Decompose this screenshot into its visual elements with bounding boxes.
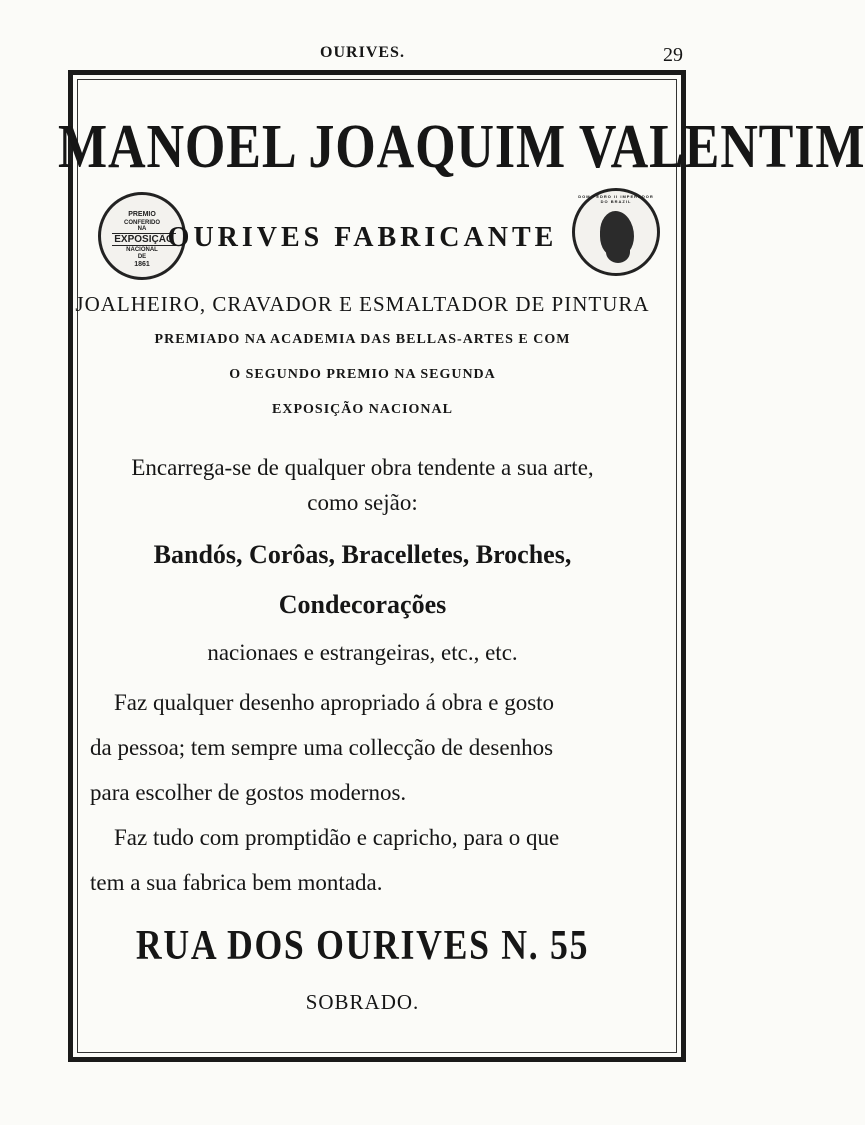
advert-subtitle: OURIVES FABRICANTE (167, 222, 558, 253)
medal-text-line: PREMIO (128, 211, 156, 218)
advert-title: MANOEL JOAQUIM VALENTIM (58, 113, 865, 181)
portrait-beard-icon (606, 241, 630, 263)
medal-text-line: NA (137, 226, 147, 232)
goods-note: nacionaes e estrangeiras, etc., etc. (207, 640, 518, 665)
page-header (0, 44, 725, 70)
paragraph-line: Faz qualquer desenho apropriado á obra e gosto (114, 690, 555, 715)
trade-description: JOALHEIRO, CRAVADOR E ESMALTADOR DE PINTURA (75, 292, 650, 316)
goods-list-line: Condecorações (278, 590, 447, 619)
address-note: SOBRADO. (305, 990, 420, 1014)
paragraph-line: Faz tudo com promptidão e capricho, para o que (114, 825, 560, 850)
shop-address: RUA DOS OURIVES N. 55 (135, 923, 590, 969)
award-line: PREMIADO NA ACADEMIA DAS BELLAS-ARTES E COM (154, 332, 571, 347)
running-head: OURIVES. (320, 44, 405, 61)
award-line: O SEGUNDO PREMIO NA SEGUNDA (229, 367, 496, 382)
paragraph-line: para escolher de gostos modernos. (90, 780, 407, 805)
medal-text-line: DE (137, 254, 147, 260)
medal-legend: DOM PEDRO II IMPERADOR DO BRAZIL (578, 194, 654, 204)
medal-text-line: NACIONAL (126, 247, 158, 253)
goods-list-line: Bandós, Corôas, Bracelletes, Broches, (153, 540, 572, 569)
paragraph-line: da pessoa; tem sempre uma collecção de desenhos (90, 735, 554, 760)
medal-text-line: 1861 (134, 261, 150, 268)
paragraph-line: tem a sua fabrica bem montada. (90, 870, 383, 895)
medal-text-line: EXPOSIÇÃO (112, 233, 176, 246)
intro-line: como sejão: (307, 490, 418, 515)
emperor-portrait-medal-icon (572, 188, 660, 276)
intro-line: Encarrega-se de qualquer obra tendente a sua arte, (131, 455, 594, 480)
award-line: EXPOSIÇÃO NACIONAL (272, 402, 453, 417)
page-number: 29 (663, 44, 683, 66)
medal-text-line: CONFERIDO (124, 220, 160, 226)
